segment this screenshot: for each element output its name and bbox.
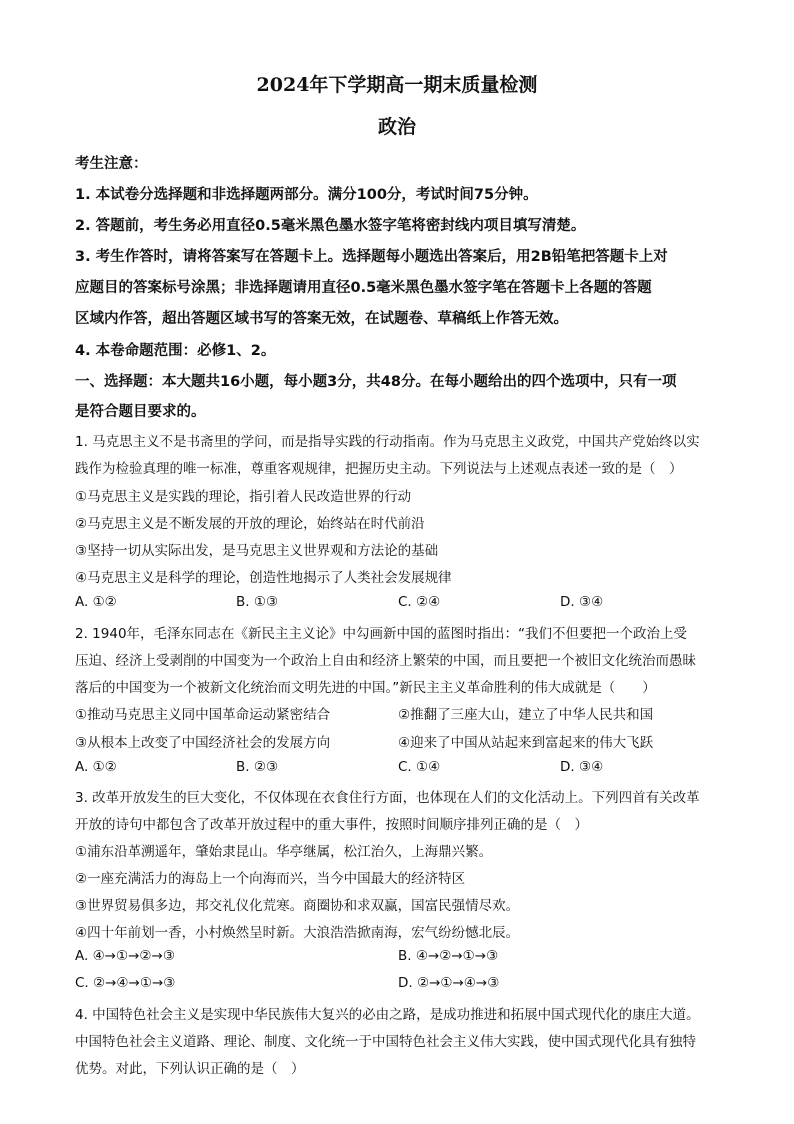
notice-item-3-cont-2: 区域内作答，超出答题区域书写的答案无效，在试题卷、草稿纸上作答无效。 [75,311,568,327]
section-heading-line-1: 一、选择题：本大题共16小题，每小题3分，共48分。在每小题给出的四个选项中，只有一项 [75,374,677,390]
q1-option-b: B. ①③ [236,594,279,610]
q3-stem-line-2: 开放的诗句中都包含了改革开放过程中的重大事件，按照时间顺序排列正确的是（ ） [75,817,588,833]
exam-title: 2024年下学期高一期末质量检测 [256,74,538,96]
q3-stem-line-1: 3. 改革开放发生的巨大变化，不仅体现在衣食住行方面，也体现在人们的文化活动上。下列四首有关改革 [75,790,700,806]
q1-stem-line-1: 1. 马克思主义不是书斋里的学问，而是指导实践的行动指南。作为马克思主义政党，中国共产党始终以实 [75,434,700,450]
q4-stem-line-1: 4. 中国特色社会主义是实现中华民族伟大复兴的必由之路，是成功推进和拓展中国式现代化的康庄大道。 [75,1007,700,1023]
q2-stem-line-2: 压迫、经济上受剥削的中国变为一个政治上自由和经济上繁荣的中国，而且要把一个被旧文化统治而愚昧 [75,653,696,669]
q2-stem-line-1: 2. 1940年，毛泽东同志在《新民主主义论》中勾画新中国的蓝图时指出：“我们不但要把一个政治上受 [75,626,688,642]
q2-option-d: D. ③④ [560,759,604,775]
q2-statement-4: ④迎来了中国从站起来到富起来的伟大飞跃 [398,735,654,751]
q3-option-d: D. ②→①→④→③ [398,975,500,991]
q2-statement-3: ③从根本上改变了中国经济社会的发展方向 [75,735,331,751]
q2-option-c: C. ①④ [398,759,441,775]
q1-option-a: A. ①② [75,594,117,610]
q4-stem-line-3: 优势。对此，下列认识正确的是（ ） [75,1061,305,1077]
notice-heading: 考生注意： [75,156,148,172]
q4-stem-line-2: 中国特色社会主义道路、理论、制度、文化统一于中国特色社会主义伟大实践，使中国式现代化具有独特 [75,1034,696,1050]
q1-statement-3: ③坚持一切从实际出发，是马克思主义世界观和方法论的基础 [75,543,439,559]
q1-statement-1: ①马克思主义是实践的理论，指引着人民改造世界的行动 [75,489,412,505]
notice-item-2: 2. 答题前，考生务必用直径0.5毫米黑色墨水签字笔将密封线内项目填写清楚。 [75,218,586,234]
q1-option-c: C. ②④ [398,594,441,610]
q3-statement-4: ④四十年前划一香，小村焕然呈时新。大浪浩浩掀南海，宏气纷纷憾北辰。 [75,925,520,941]
q2-statement-1: ①推动马克思主义同中国革命运动紧密结合 [75,707,331,723]
notice-item-1: 1. 本试卷分选择题和非选择题两部分。满分100分，考试时间75分钟。 [75,187,538,203]
q3-statement-3: ③世界贸易俱多边，邦交礼仪化荒寒。商圈协和求双赢，国富民强情尽欢。 [75,898,520,914]
notice-item-3-cont-1: 应题目的答案标号涂黑；非选择题请用直径0.5毫米黑色墨水签字笔在答题卡上各题的答题 [75,280,652,296]
q3-option-a: A. ④→①→②→③ [75,948,175,964]
q1-option-d: D. ③④ [560,594,604,610]
q3-statement-2: ②一座充满活力的海岛上一个向海而兴，当今中国最大的经济特区 [75,871,466,887]
q3-option-c: C. ②→④→①→③ [75,975,176,991]
q1-stem-line-2: 践作为检验真理的唯一标准，尊重客观规律，把握历史主动。下列说法与上述观点表述一致的是（ ） [75,461,683,477]
q2-option-b: B. ②③ [236,759,279,775]
notice-item-4: 4. 本卷命题范围：必修1、2。 [75,343,276,359]
q2-stem-line-3: 落后的中国变为一个被新文化统治而文明先进的中国。”新民主主义革命胜利的伟大成就是（ ） [75,680,656,696]
q1-statement-2: ②马克思主义是不断发展的开放的理论，始终站在时代前沿 [75,516,425,532]
exam-subject: 政治 [377,116,416,138]
section-heading-line-2: 是符合题目要求的。 [75,404,206,420]
q3-option-b: B. ④→②→①→③ [398,948,499,964]
q1-statement-4: ④马克思主义是科学的理论，创造性地揭示了人类社会发展规律 [75,570,452,586]
q3-statement-1: ①浦东沿革溯遥年，肇始隶昆山。华亭继属，松江治久，上海鼎兴繁。 [75,844,493,860]
notice-item-3: 3. 考生作答时，请将答案写在答题卡上。选择题每小题选出答案后，用2B铅笔把答题卡上对 [75,249,668,265]
q2-option-a: A. ①② [75,759,117,775]
q2-statement-2: ②推翻了三座大山，建立了中华人民共和国 [398,707,654,723]
